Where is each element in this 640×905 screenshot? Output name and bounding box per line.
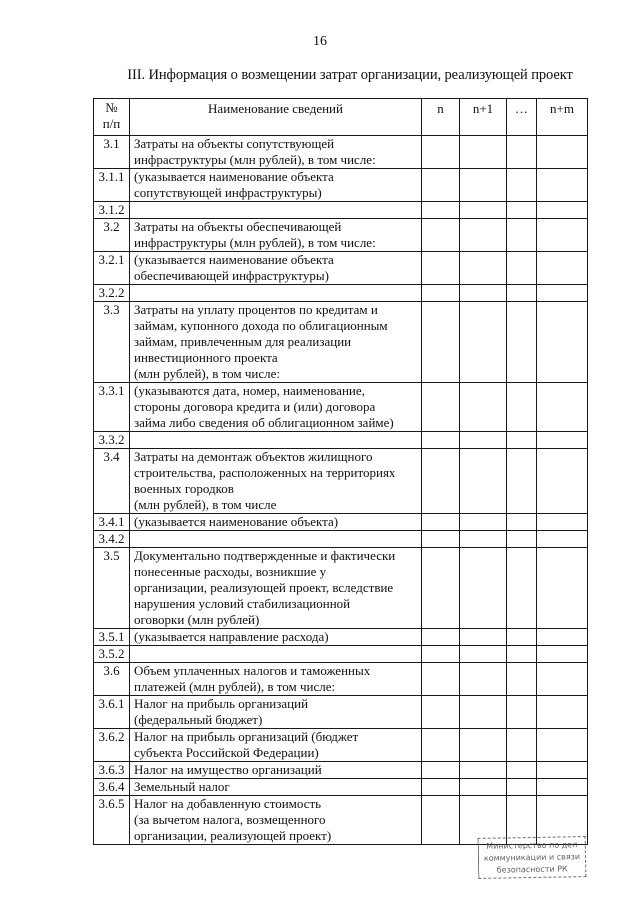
value-n-plus-1-cell (460, 646, 507, 663)
row-number-cell: 3.3.1 (94, 383, 130, 432)
table-row (94, 729, 588, 762)
value-n-plus-m-cell (537, 432, 588, 449)
row-name-cell (130, 646, 422, 663)
row-name-cell: Налог на прибыль организаций (бюджет субъекта Российской Федерации) (130, 729, 422, 762)
table-row (94, 762, 588, 779)
row-number-cell: 3.6.5 (94, 796, 130, 845)
table-row (94, 531, 588, 548)
row-number-cell: 3.1.1 (94, 169, 130, 202)
section-title: III. Информация о возмещении затрат организации, реализующей проект (127, 67, 573, 83)
value-n-plus-1-cell (460, 285, 507, 302)
value-n-plus-1-cell (460, 548, 507, 629)
value-n-plus-m-cell (537, 202, 588, 219)
value-n-plus-1-cell (460, 514, 507, 531)
value-n-cell (422, 629, 460, 646)
value-n-plus-m-cell (537, 136, 588, 169)
value-n-plus-m-cell (537, 219, 588, 252)
row-name-cell (130, 531, 422, 548)
value-ellipsis-cell (507, 285, 537, 302)
value-n-cell (422, 548, 460, 629)
value-ellipsis-cell (507, 169, 537, 202)
value-n-cell (422, 169, 460, 202)
row-name-cell: (указывается наименование объекта обеспечивающей инфраструктуры) (130, 252, 422, 285)
row-name-cell (130, 432, 422, 449)
row-number-cell: 3.5.2 (94, 646, 130, 663)
stamp-line: безопасности РК (496, 864, 568, 875)
table-row (94, 548, 588, 629)
header-name: Наименование сведений (130, 99, 422, 136)
value-ellipsis-cell (507, 779, 537, 796)
row-number-cell: 3.4 (94, 449, 130, 514)
row-number-cell: 3.3.2 (94, 432, 130, 449)
value-n-plus-m-cell (537, 629, 588, 646)
row-number-cell: 3.5.1 (94, 629, 130, 646)
table-row (94, 646, 588, 663)
row-number-cell: 3.6.4 (94, 779, 130, 796)
value-ellipsis-cell (507, 696, 537, 729)
value-ellipsis-cell (507, 762, 537, 779)
value-n-plus-1-cell (460, 779, 507, 796)
value-n-cell (422, 252, 460, 285)
table-row (94, 202, 588, 219)
row-name-cell: Затраты на объекты сопутствующей инфраструктуры (млн рублей), в том числе: (130, 136, 422, 169)
value-n-plus-1-cell (460, 696, 507, 729)
row-name-cell: (указывается наименование объекта) (130, 514, 422, 531)
row-name-cell: (указывается наименование объекта сопутствующей инфраструктуры) (130, 169, 422, 202)
table-row (94, 136, 588, 169)
value-n-plus-1-cell (460, 252, 507, 285)
value-n-plus-m-cell (537, 514, 588, 531)
value-n-cell (422, 514, 460, 531)
value-n-cell (422, 729, 460, 762)
value-n-plus-m-cell (537, 302, 588, 383)
row-name-cell: Налог на прибыль организаций (федеральный бюджет) (130, 696, 422, 729)
table-row (94, 663, 588, 696)
row-number-cell: 3.3 (94, 302, 130, 383)
row-name-cell: Затраты на объекты обеспечивающей инфраструктуры (млн рублей), в том числе: (130, 219, 422, 252)
value-n-cell (422, 531, 460, 548)
value-n-cell (422, 696, 460, 729)
value-n-cell (422, 202, 460, 219)
value-n-cell (422, 663, 460, 696)
value-n-plus-1-cell (460, 629, 507, 646)
row-number-cell: 3.6.2 (94, 729, 130, 762)
value-n-cell (422, 302, 460, 383)
header-n-plus-m: n+m (537, 99, 588, 136)
table-row (94, 629, 588, 646)
value-n-plus-m-cell (537, 646, 588, 663)
value-n-plus-1-cell (460, 729, 507, 762)
value-n-plus-1-cell (460, 202, 507, 219)
row-number-cell: 3.6.1 (94, 696, 130, 729)
row-name-cell: Налог на добавленную стоимость (за вычетом налога, возмещенного организации, реализующей проект) (130, 796, 422, 845)
row-number-cell: 3.6 (94, 663, 130, 696)
row-name-cell: (указываются дата, номер, наименование, стороны договора кредита и (или) договора займа либо сведения об облигационном займе) (130, 383, 422, 432)
table-row (94, 383, 588, 432)
table-row (94, 449, 588, 514)
value-n-plus-1-cell (460, 663, 507, 696)
table-row (94, 696, 588, 729)
value-ellipsis-cell (507, 646, 537, 663)
row-number-cell: 3.2.1 (94, 252, 130, 285)
row-number-cell: 3.1 (94, 136, 130, 169)
value-n-cell (422, 285, 460, 302)
row-name-cell: Объем уплаченных налогов и таможенных платежей (млн рублей), в том числе: (130, 663, 422, 696)
row-number-cell: 3.4.1 (94, 514, 130, 531)
table-body (94, 136, 588, 845)
value-n-plus-1-cell (460, 762, 507, 779)
value-n-cell (422, 762, 460, 779)
row-name-cell: Документально подтвержденные и фактически понесенные расходы, возникшие у организации, реализующей проект, вследствие нарушения условий стабилизационной оговорки (млн рублей) (130, 548, 422, 629)
header-num: № п/п (94, 99, 130, 136)
value-n-plus-1-cell (460, 449, 507, 514)
value-n-cell (422, 432, 460, 449)
value-n-plus-m-cell (537, 383, 588, 432)
value-n-plus-m-cell (537, 531, 588, 548)
value-ellipsis-cell (507, 449, 537, 514)
stamp-line: Министерство по дел (486, 840, 578, 851)
table-row (94, 302, 588, 383)
row-name-cell (130, 285, 422, 302)
value-n-plus-1-cell (460, 219, 507, 252)
value-ellipsis-cell (507, 729, 537, 762)
value-ellipsis-cell (507, 202, 537, 219)
value-ellipsis-cell (507, 252, 537, 285)
value-ellipsis-cell (507, 302, 537, 383)
value-n-plus-m-cell (537, 285, 588, 302)
value-ellipsis-cell (507, 514, 537, 531)
table-row (94, 514, 588, 531)
value-n-plus-m-cell (537, 762, 588, 779)
header-n: n (422, 99, 460, 136)
page-number: 16 (313, 34, 327, 49)
value-n-plus-1-cell (460, 432, 507, 449)
value-n-plus-1-cell (460, 383, 507, 432)
value-n-plus-m-cell (537, 663, 588, 696)
value-n-plus-1-cell (460, 136, 507, 169)
header-n-plus-1: n+1 (460, 99, 507, 136)
row-name-cell: Затраты на уплату процентов по кредитам и займам, купонного дохода по облигационным займам, привлеченным для реализации инвестиционного проекта (млн рублей), в том числе: (130, 302, 422, 383)
header-ellipsis: … (507, 99, 537, 136)
table-row (94, 779, 588, 796)
value-ellipsis-cell (507, 383, 537, 432)
value-n-plus-1-cell (460, 531, 507, 548)
row-name-cell: Налог на имущество организаций (130, 762, 422, 779)
row-name-cell (130, 202, 422, 219)
value-n-plus-1-cell (460, 302, 507, 383)
value-n-cell (422, 449, 460, 514)
value-ellipsis-cell (507, 432, 537, 449)
row-number-cell: 3.1.2 (94, 202, 130, 219)
row-number-cell: 3.5 (94, 548, 130, 629)
table-row (94, 252, 588, 285)
value-n-cell (422, 796, 460, 845)
value-n-cell (422, 136, 460, 169)
cost-reimbursement-table (93, 98, 588, 845)
value-ellipsis-cell (507, 136, 537, 169)
value-n-cell (422, 219, 460, 252)
value-n-cell (422, 646, 460, 663)
value-ellipsis-cell (507, 548, 537, 629)
row-number-cell: 3.4.2 (94, 531, 130, 548)
value-ellipsis-cell (507, 663, 537, 696)
value-ellipsis-cell (507, 531, 537, 548)
row-name-cell: Земельный налог (130, 779, 422, 796)
row-name-cell: (указывается направление расхода) (130, 629, 422, 646)
row-number-cell: 3.2.2 (94, 285, 130, 302)
value-n-plus-m-cell (537, 548, 588, 629)
table-row (94, 432, 588, 449)
row-number-cell: 3.6.3 (94, 762, 130, 779)
value-n-plus-m-cell (537, 449, 588, 514)
value-ellipsis-cell (507, 629, 537, 646)
value-n-plus-m-cell (537, 252, 588, 285)
value-n-cell (422, 383, 460, 432)
table-row (94, 169, 588, 202)
stamp-line: коммуникации и связи (483, 852, 581, 863)
value-n-plus-1-cell (460, 169, 507, 202)
value-ellipsis-cell (507, 219, 537, 252)
table-row (94, 285, 588, 302)
table-header-row (94, 99, 588, 136)
registration-stamp (478, 836, 587, 879)
value-n-cell (422, 779, 460, 796)
row-number-cell: 3.2 (94, 219, 130, 252)
value-n-plus-m-cell (537, 729, 588, 762)
table-row (94, 219, 588, 252)
value-n-plus-m-cell (537, 696, 588, 729)
row-name-cell: Затраты на демонтаж объектов жилищного строительства, расположенных на территориях военных городков (млн рублей), в том числе (130, 449, 422, 514)
value-n-plus-m-cell (537, 779, 588, 796)
value-n-plus-m-cell (537, 169, 588, 202)
